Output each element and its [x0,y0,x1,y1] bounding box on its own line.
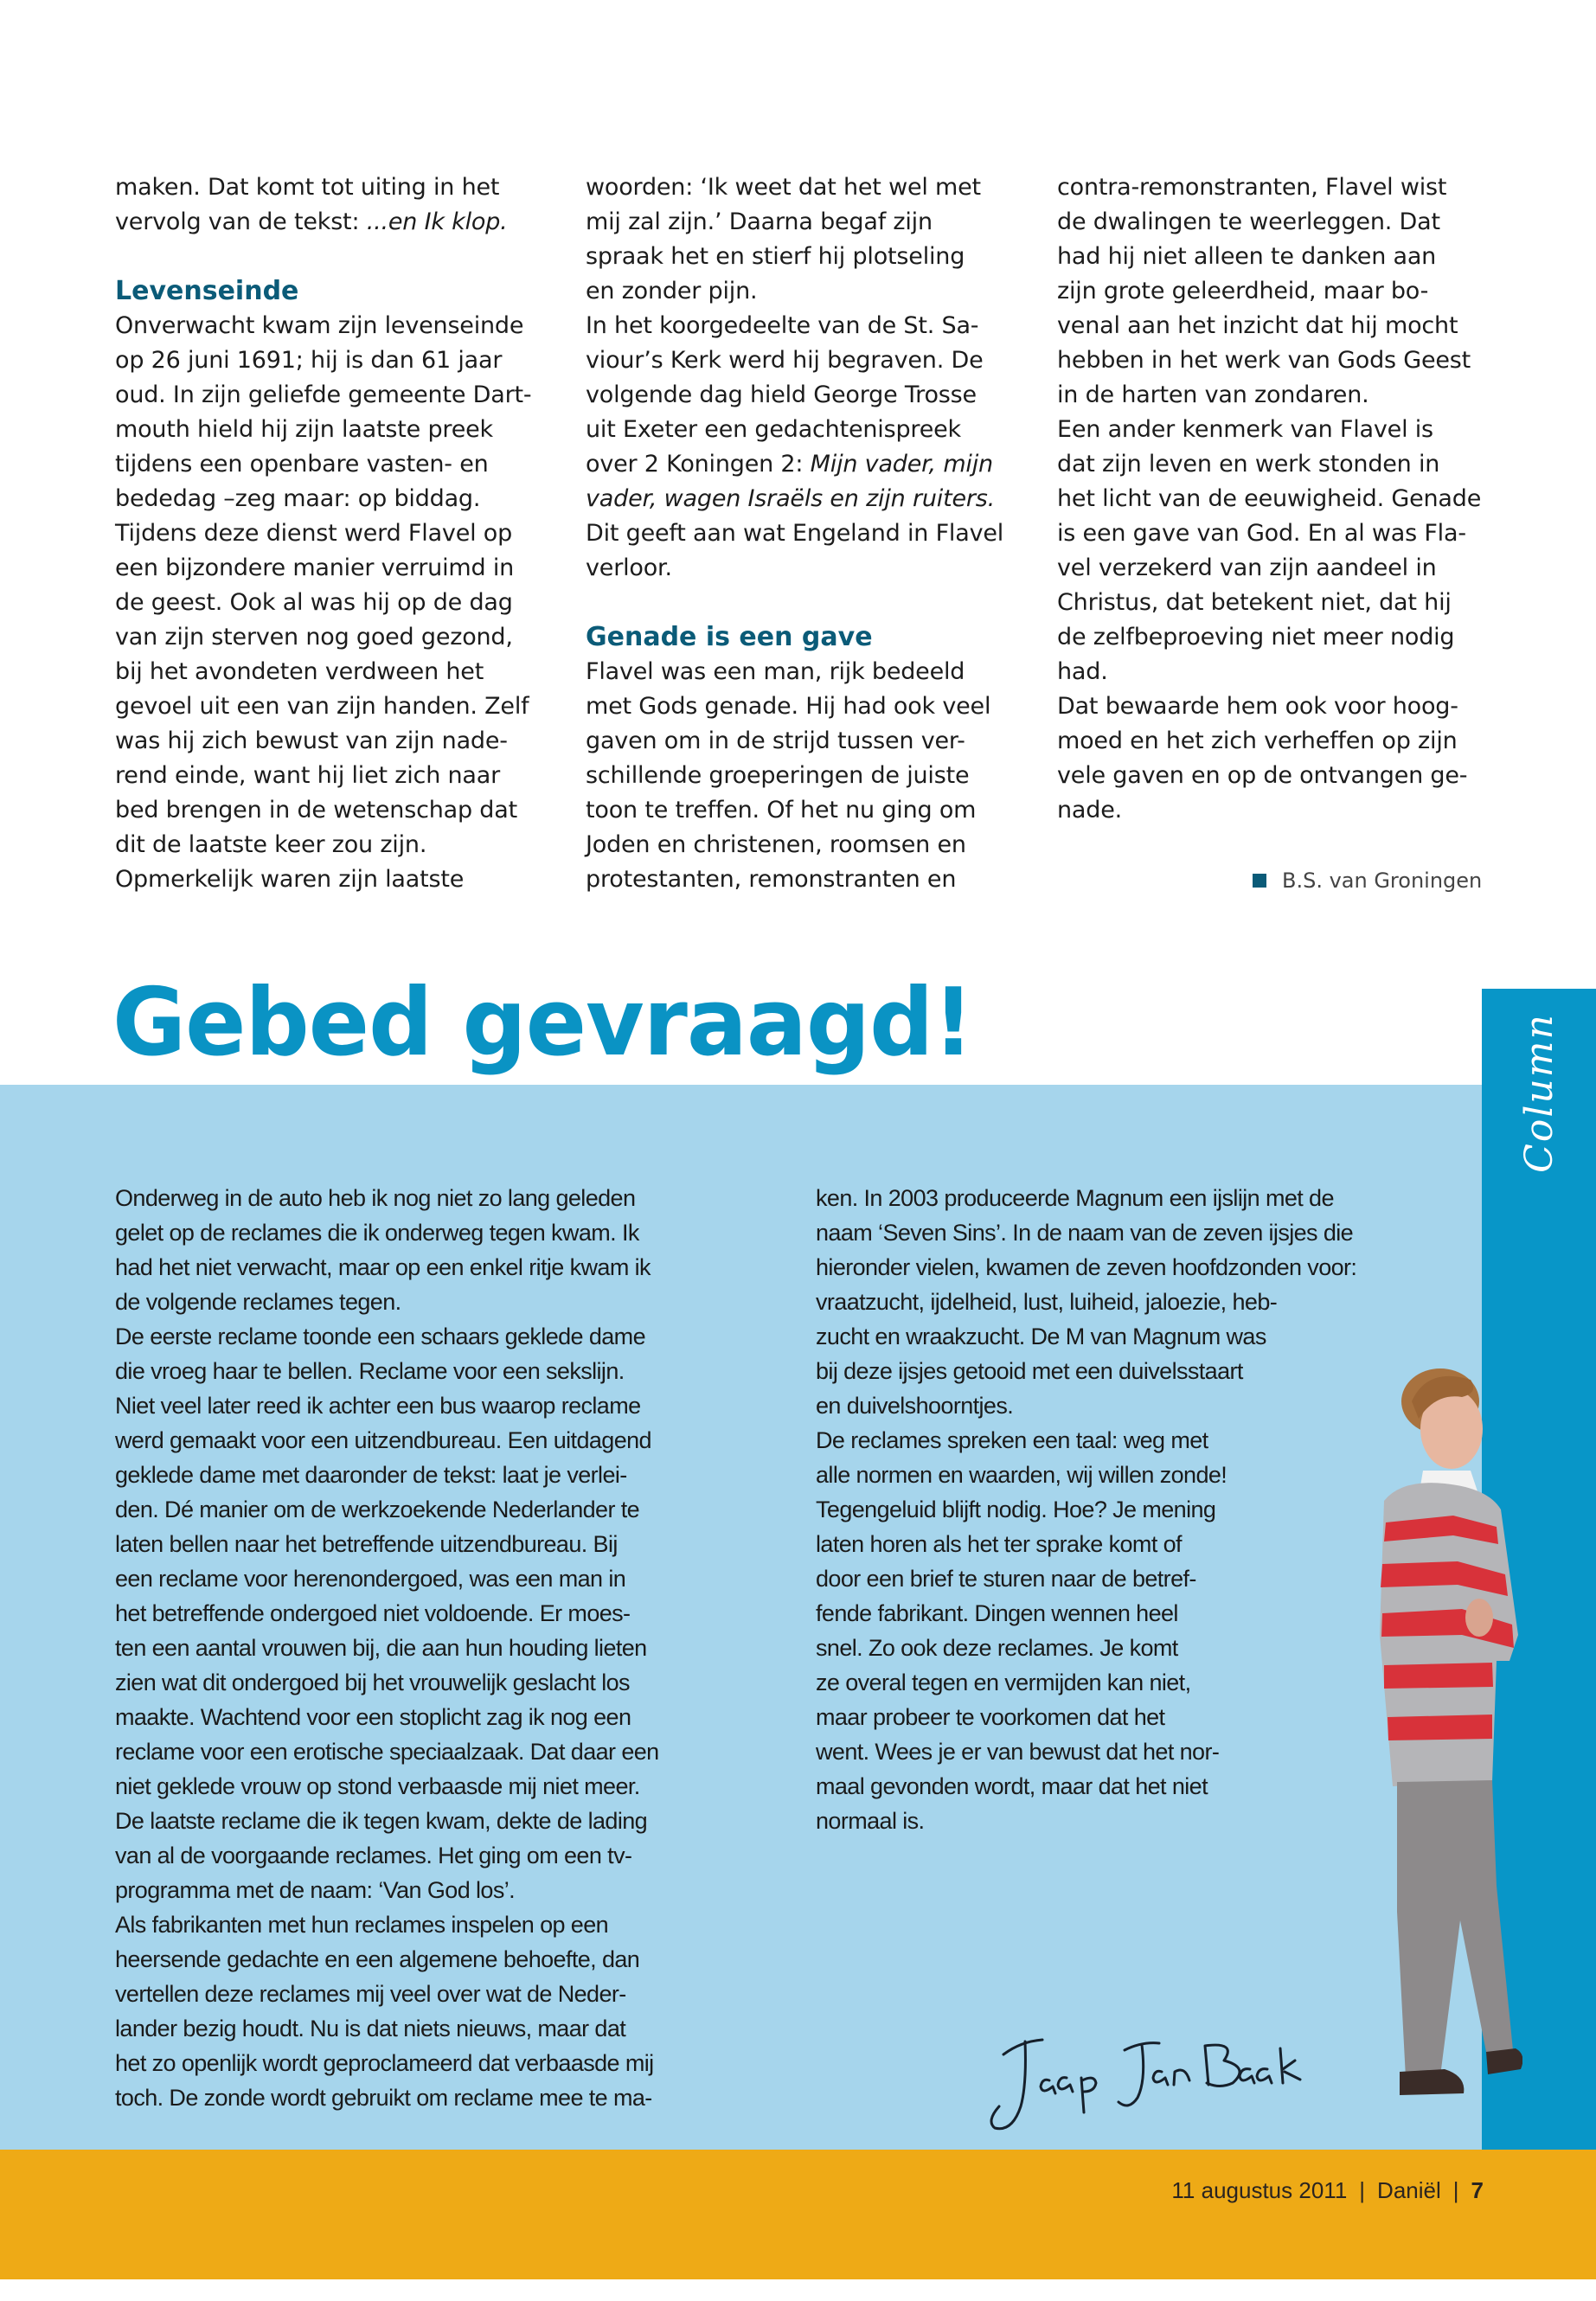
footer-separator: | [1359,2177,1366,2203]
text-line: normaal is. [816,1808,925,1834]
text-line: had. [1057,658,1108,685]
text-line: volgende dag hield George Trosse [586,381,977,408]
text-line: gelet op de reclames die ik onderweg tegen kwam. Ik [115,1220,639,1246]
text-line: maakte. Wachtend voor een stoplicht zag ik nog een [115,1704,631,1730]
page-footer [0,2150,1596,2279]
text-line: De eerste reclame toonde een schaars geklede dame [115,1324,645,1349]
column-text-left [115,1181,772,2115]
text-line: van zijn sterven nog goed gezond, [115,624,513,651]
text-line: niet geklede vrouw op stond verbaasde mij niet meer. [115,1773,640,1799]
text-line: fende fabrikant. Dingen wennen heel [816,1600,1178,1626]
text-line: toon te treffen. Of het nu ging om [586,797,977,824]
footer-separator: | [1452,2177,1459,2203]
text-line: bij het avondeten verdween het [115,658,484,685]
text-line: de volgende reclames tegen. [115,1289,401,1315]
text-line: den. Dé manier om de werkzoekende Nederlander te [115,1497,640,1522]
square-bullet-icon [1253,874,1266,888]
text-line [115,205,531,240]
text-line: laten bellen naar het betreffende uitzendbureau. Bij [115,1531,618,1557]
text-line: in de harten van zondaren. [1057,381,1369,408]
text-line: is een gave van God. En al was Fla- [1057,520,1466,547]
text-line: bed brengen in de wetenschap dat [115,797,517,824]
text-line: Tijdens deze dienst werd Flavel op [115,520,513,547]
text-line: had hij niet alleen te danken aan [1057,243,1437,270]
text-line: vertellen deze reclames mij veel over wat de Neder- [115,1981,626,2007]
text-line: Dit geeft aan wat Engeland in Flavel [586,520,1004,547]
text-line: De laatste reclame die ik tegen kwam, dekte de lading [115,1808,648,1834]
section-tab-text: Column [1516,1012,1561,1173]
text-line: schillende groeperingen de juiste [586,762,970,789]
text-line: mouth hield hij zijn laatste preek [115,416,493,443]
italic-quote: ...en Ik klop. [366,208,508,235]
text-line: vraatzucht, ijdelheid, lust, luiheid, jaloezie, heb- [816,1289,1278,1315]
text-line: Christus, dat betekent niet, dat hij [1057,589,1452,616]
text-line: en zonder pijn. [586,278,758,304]
text-line: naam ‘Seven Sins’. In de naam van de zeven ijsjes die [816,1220,1354,1246]
text-line: bij deze ijsjes getooid met een duivelsstaart [816,1358,1243,1384]
text-line: vele gaven en op de ontvangen ge- [1057,762,1468,789]
section-subheading: Genade is een gave [586,622,873,652]
section-tab-label [1482,989,1596,1196]
text-line: maken. Dat komt tot uiting in het [115,174,500,201]
article-column-3 [1057,170,1481,828]
text-line: protestanten, remonstranten en [586,866,957,893]
text-line: Niet veel later reed ik achter een bus waarop reclame [115,1393,641,1419]
italic-quote: vader, wagen Israëls en zijn ruiters. [586,485,996,512]
text-line: Joden en christenen, roomsen en [586,831,966,858]
text-line: De reclames spreken een taal: weg met [816,1427,1208,1453]
author-signature [973,2016,1319,2145]
text-line: laten horen als het ter sprake komt of [816,1531,1182,1557]
text-run: vervolg van de tekst: [115,208,367,235]
text-line: geklede dame met daaronder de tekst: laat je verlei- [115,1462,627,1488]
text-line: contra-remonstranten, Flavel wist [1057,174,1447,201]
text-line: Opmerkelijk waren zijn laatste [115,866,465,893]
text-line: een reclame voor herenondergoed, was een man in [115,1566,626,1592]
text-line: werd gemaakt voor een uitzendbureau. Een uitdagend [115,1427,651,1453]
text-line: Onverwacht kwam zijn levenseinde [115,312,524,339]
author-name: B.S. van Groningen [1282,868,1483,893]
text-line: Onderweg in de auto heb ik nog niet zo lang geleden [115,1185,636,1211]
text-line: de dwalingen te weerleggen. Dat [1057,208,1440,235]
text-line: lander bezig houdt. Nu is dat niets nieuws, maar dat [115,2016,626,2041]
text-line: door een brief te sturen naar de betref- [816,1566,1196,1592]
text-line: programma met de naam: ‘Van God los’. [115,1877,516,1903]
text-line: In het koorgedeelte van de St. Sa- [586,312,979,339]
article-column-1 [115,170,531,897]
text-line: tijdens een openbare vasten- en [115,451,489,478]
article-column-2 [586,170,1003,897]
text-line: maal gevonden wordt, maar dat het niet [816,1773,1208,1799]
text-line: maar probeer te voorkomen dat het [816,1704,1165,1730]
text-line: zijn grote geleerdheid, maar bo- [1057,278,1429,304]
text-line: went. Wees je er van bewust dat het nor- [816,1739,1220,1765]
paragraph-gap [115,240,531,274]
publication-name: Daniël [1377,2177,1441,2203]
text-line: een bijzondere manier verruimd in [115,554,515,581]
text-line: verloor. [586,554,672,581]
text-line: en duivelshoorntjes. [816,1393,1014,1419]
text-line: mij zal zijn.’ Daarna begaf zijn [586,208,933,235]
text-line: viour’s Kerk werd hij begraven. De [586,347,984,374]
text-line: Flavel was een man, rijk bedeeld [586,658,965,685]
text-line: venal aan het inzicht dat hij mocht [1057,312,1458,339]
text-line [586,447,1003,482]
text-line: ten een aantal vrouwen bij, die aan hun houding lieten [115,1635,647,1661]
issue-date: 11 augustus 2011 [1171,2177,1348,2203]
text-line: reclame voor een erotische speciaalzaak. Dat daar een [115,1739,659,1765]
text-line: dit de laatste keer zou zijn. [115,831,427,858]
text-line: de geest. Ook al was hij op de dag [115,589,513,616]
author-byline [1253,868,1482,893]
text-line: gaven om in de strijd tussen ver- [586,727,965,754]
footer-text [1171,2177,1484,2204]
text-line: alle normen en waarden, wij willen zonde! [816,1462,1227,1488]
text-line: op 26 juni 1691; hij is dan 61 jaar [115,347,503,374]
text-line: hieronder vielen, kwamen de zeven hoofdzonden voor: [816,1254,1357,1280]
text-line: spraak het en stierf hij plotseling [586,243,965,270]
text-line: woorden: ‘Ik weet dat het wel met [586,174,981,201]
text-line: was hij zich bewust van zijn nade- [115,727,508,754]
author-photo [1349,1349,1522,2111]
text-line: die vroeg haar te bellen. Reclame voor een sekslijn. [115,1358,625,1384]
section-subheading: Levenseinde [115,276,299,306]
text-line: had het niet verwacht, maar op een enkel ritje kwam ik [115,1254,651,1280]
text-line: zien wat dit ondergoed bij het vrouwelijk geslacht los [115,1670,630,1695]
text-run: over 2 Koningen 2: [586,451,811,478]
text-line: ken. In 2003 produceerde Magnum een ijslijn met de [816,1185,1334,1211]
column-title: Gebed gevraagd! [112,969,973,1077]
text-line: het betreffende ondergoed niet voldoende. Er moes- [115,1600,631,1626]
text-line: de zelfbeproeving niet meer nodig [1057,624,1455,651]
italic-quote: Mijn vader, mijn [810,451,993,478]
text-line: Tegengeluid blijft nodig. Hoe? Je mening [816,1497,1216,1522]
text-line: vel verzekerd van zijn aandeel in [1057,554,1437,581]
text-line: rend einde, want hij liet zich naar [115,762,500,789]
text-line: bededag –zeg maar: op biddag. [115,485,481,512]
text-line: oud. In zijn geliefde gemeente Dart- [115,381,532,408]
paragraph-gap [586,586,1003,620]
text-line: het licht van de eeuwigheid. Genade [1057,485,1482,512]
text-line: van al de voorgaande reclames. Het ging om een tv- [115,1843,632,1868]
text-line: moed en het zich verheffen op zijn [1057,727,1458,754]
text-line: dat zijn leven en werk stonden in [1057,451,1440,478]
text-line: nade. [1057,797,1122,824]
text-line: Een ander kenmerk van Flavel is [1057,416,1433,443]
text-line: toch. De zonde wordt gebruikt om reclame mee te ma- [115,2085,652,2111]
text-line: zucht en wraakzucht. De M van Magnum was [816,1324,1266,1349]
text-line: met Gods genade. Hij had ook veel [586,693,991,720]
text-line: snel. Zo ook deze reclames. Je komt [816,1635,1178,1661]
text-line: ze overal tegen en vermijden kan niet, [816,1670,1191,1695]
text-line: uit Exeter een gedachtenispreek [586,416,961,443]
text-line: heersende gedachte en een algemene behoefte, dan [115,1946,640,1972]
text-line: het zo openlijk wordt geproclameerd dat verbaasde mij [115,2050,654,2076]
text-line: Dat bewaarde hem ook voor hoog- [1057,693,1458,720]
text-line [586,482,1003,516]
text-line: hebben in het werk van Gods Geest [1057,347,1471,374]
page-number: 7 [1471,2177,1484,2203]
text-line: Als fabrikanten met hun reclames inspelen op een [115,1912,609,1938]
text-line: gevoel uit een van zijn handen. Zelf [115,693,529,720]
